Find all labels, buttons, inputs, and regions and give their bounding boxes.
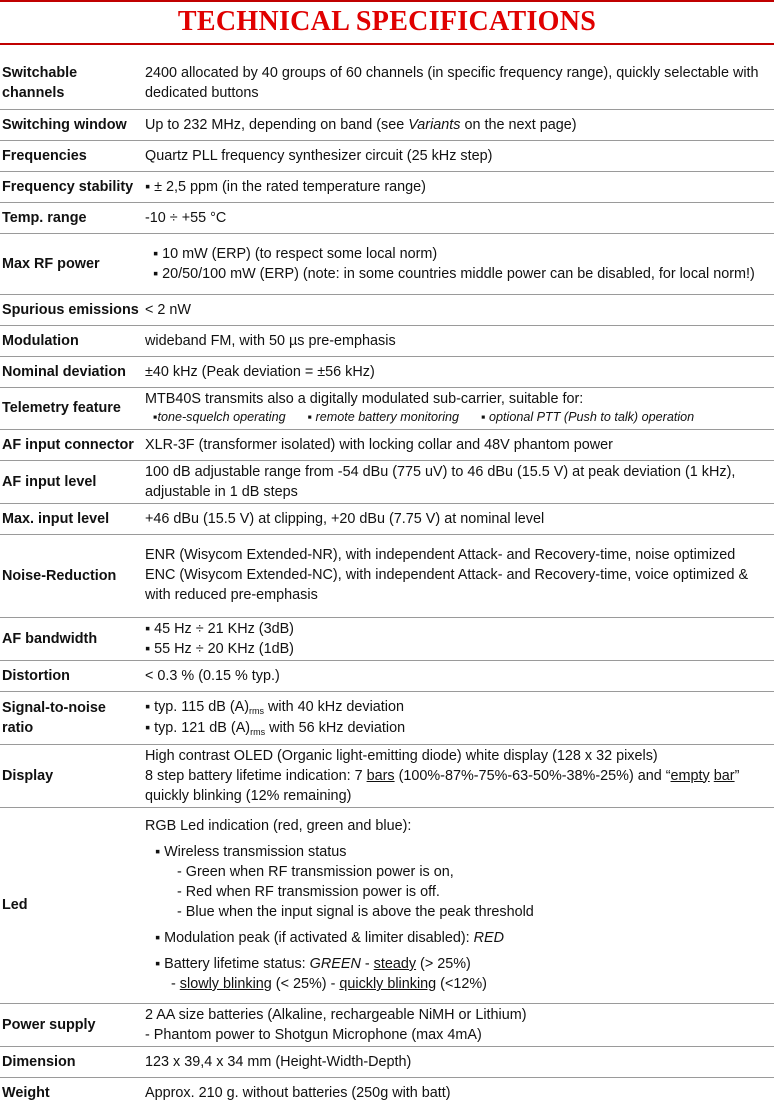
spec-value bbox=[141, 109, 774, 140]
spec-value: Approx. 210 g. without batteries (250g with batt) bbox=[145, 1084, 451, 1101]
snr-text: with 56 kHz deviation bbox=[265, 719, 406, 736]
spec-label: Spurious emissions bbox=[0, 294, 141, 325]
spec-table bbox=[0, 58, 774, 1108]
snr-text: ▪ typ. 121 dB (A) bbox=[145, 719, 251, 736]
spec-value: ▪ ± 2,5 ppm (in the rated temperature range) bbox=[141, 171, 774, 202]
spec-label: Signal-to-noise ratio bbox=[0, 691, 141, 744]
spec-label: Display bbox=[0, 744, 141, 807]
spec-row bbox=[0, 744, 774, 807]
spec-row bbox=[0, 233, 774, 294]
spec-value bbox=[141, 744, 774, 807]
spec-row bbox=[0, 171, 774, 202]
spec-line bbox=[145, 697, 774, 718]
spec-line: ENC (Wisycom Extended-NC), with independent Attack- and Recovery-time, voice optimized & with reduced pre-emphasis bbox=[145, 567, 749, 603]
telemetry-option: ▪tone-squelch operating bbox=[153, 410, 286, 424]
spec-row bbox=[0, 503, 774, 534]
led-text: - bbox=[171, 976, 180, 992]
spec-value: < 2 nW bbox=[141, 294, 774, 325]
led-text: (< 25%) - bbox=[271, 976, 340, 992]
spec-label: Frequencies bbox=[0, 140, 141, 171]
led-text: ▪ Battery lifetime status: bbox=[155, 956, 310, 972]
spec-line: High contrast OLED (Organic light-emitting diode) white display (128 x 32 pixels) bbox=[145, 747, 658, 764]
telemetry-options bbox=[145, 409, 774, 426]
spec-value-text: on the next page) bbox=[460, 116, 577, 133]
display-underlined: bars bbox=[366, 767, 395, 784]
spec-value bbox=[141, 691, 774, 744]
telemetry-option: ▪ remote battery monitoring bbox=[307, 410, 460, 424]
spec-line: MTB40S transmits also a digitally modulated sub-carrier, suitable for: bbox=[145, 391, 584, 407]
spec-label: Led bbox=[0, 807, 141, 1003]
spec-row bbox=[0, 691, 774, 744]
display-text: (100%-87%-75%-63-50%-38%-25%) and “ bbox=[394, 767, 671, 784]
spec-row bbox=[0, 109, 774, 140]
spec-row bbox=[0, 202, 774, 233]
spec-line bbox=[145, 766, 774, 806]
telemetry-option: ▪ optional PTT (Push to talk) operation bbox=[481, 410, 695, 424]
spec-value bbox=[141, 1003, 774, 1046]
spec-row bbox=[0, 294, 774, 325]
spec-label: Modulation bbox=[0, 325, 141, 356]
spec-label: Distortion bbox=[0, 660, 141, 691]
spec-label: Nominal deviation bbox=[0, 356, 141, 387]
snr-text: ▪ typ. 115 dB (A) bbox=[145, 698, 250, 715]
spec-row bbox=[0, 617, 774, 660]
spec-value: 123 x 39,4 x 34 mm (Height-Width-Depth) bbox=[141, 1046, 774, 1077]
display-underlined: bar bbox=[713, 767, 735, 784]
led-underlined: steady bbox=[373, 956, 417, 972]
spec-line: - Phantom power to Shotgun Microphone (max 4mA) bbox=[145, 1026, 482, 1043]
spec-value bbox=[141, 617, 774, 660]
spec-row bbox=[0, 387, 774, 429]
spec-row bbox=[0, 1003, 774, 1046]
snr-subscript: rms bbox=[250, 726, 266, 737]
spec-value: 100 dB adjustable range from -54 dBu (775 uV) to 46 dBu (15.5 V) at peak deviation (1 kHz), adjustable in 1 dB steps bbox=[141, 460, 774, 503]
spec-label: AF input level bbox=[0, 460, 141, 503]
led-bullet: ▪ Wireless transmission status bbox=[155, 844, 347, 860]
spec-row bbox=[0, 429, 774, 460]
spec-line: 2 AA size batteries (Alkaline, rechargeable NiMH or Lithium) bbox=[145, 1006, 527, 1023]
spec-row bbox=[0, 356, 774, 387]
spec-label: Switching window bbox=[0, 109, 141, 140]
spec-value: < 0.3 % (0.15 % typ.) bbox=[141, 660, 774, 691]
spec-value bbox=[141, 807, 774, 1003]
display-text: ” quickly blinking (12% remaining) bbox=[145, 767, 740, 804]
spec-label: Telemetry feature bbox=[0, 387, 141, 429]
spec-row bbox=[0, 660, 774, 691]
spec-label: AF input connector bbox=[0, 429, 141, 460]
snr-subscript: rms bbox=[249, 705, 265, 716]
led-detail: - Green when RF transmission power is on, bbox=[177, 864, 454, 880]
led-emphasis: RED bbox=[473, 930, 505, 946]
spec-row bbox=[0, 807, 774, 1003]
led-text: (<12%) bbox=[436, 976, 487, 992]
spec-label: Max. input level bbox=[0, 503, 141, 534]
led-emphasis: GREEN bbox=[309, 956, 361, 972]
spec-label: Frequency stability bbox=[0, 171, 141, 202]
spec-value: 2400 allocated by 40 groups of 60 channels (in specific frequency range), quickly selectable with dedicated buttons bbox=[141, 58, 774, 109]
led-detail: - Blue when the input signal is above the peak threshold bbox=[177, 904, 534, 920]
spec-row bbox=[0, 140, 774, 171]
led-bullet bbox=[145, 954, 774, 974]
spec-row bbox=[0, 325, 774, 356]
led-detail bbox=[145, 974, 774, 994]
spec-label: Switchable channels bbox=[0, 58, 141, 109]
spec-value: wideband FM, with 50 µs pre-emphasis bbox=[141, 325, 774, 356]
spec-line bbox=[145, 718, 774, 739]
spec-label: Weight bbox=[2, 1084, 50, 1101]
spec-label: Power supply bbox=[0, 1003, 141, 1046]
spec-value: +46 dBu (15.5 V) at clipping, +20 dBu (7.75 V) at nominal level bbox=[141, 503, 774, 534]
variants-link-text: Variants bbox=[408, 116, 461, 133]
spec-value: XLR-3F (transformer isolated) with locking collar and 48V phantom power bbox=[141, 429, 774, 460]
top-rule bbox=[0, 0, 774, 2]
spec-value: ±40 kHz (Peak deviation = ±56 kHz) bbox=[141, 356, 774, 387]
spec-label: Dimension bbox=[0, 1046, 141, 1077]
led-text: (> 25%) bbox=[416, 956, 471, 972]
title-rule bbox=[0, 43, 774, 45]
led-text: - bbox=[360, 956, 374, 972]
spec-row bbox=[0, 1077, 774, 1108]
spec-line: ▪ 45 Hz ÷ 21 KHz (3dB) bbox=[145, 620, 294, 637]
spec-line: ENR (Wisycom Extended-NR), with independent Attack- and Recovery-time, noise optimized bbox=[145, 547, 736, 563]
spec-value: Quartz PLL frequency synthesizer circuit (25 kHz step) bbox=[141, 140, 774, 171]
spec-value-text: Up to 232 MHz, depending on band (see bbox=[145, 116, 409, 133]
led-text: ▪ Modulation peak (if activated & limiter disabled): bbox=[155, 930, 474, 946]
led-bullet bbox=[145, 928, 774, 948]
spec-line: ▪ 55 Hz ÷ 20 KHz (1dB) bbox=[145, 640, 294, 657]
spec-line: ▪ 20/50/100 mW (ERP) (note: in some countries middle power can be disabled, for local norm!) bbox=[153, 265, 755, 282]
spec-label: Max RF power bbox=[0, 233, 141, 294]
spec-value bbox=[141, 233, 774, 294]
spec-row bbox=[0, 460, 774, 503]
spec-label: Temp. range bbox=[0, 202, 141, 233]
spec-line: ▪ 10 mW (ERP) (to respect some local norm) bbox=[153, 245, 438, 262]
display-text: 8 step battery lifetime indication: 7 bbox=[145, 767, 367, 784]
page-title: TECHNICAL SPECIFICATIONS bbox=[177, 6, 597, 37]
snr-text: with 40 kHz deviation bbox=[264, 698, 404, 715]
display-underlined: empty bbox=[670, 767, 710, 784]
spec-label: AF bandwidth bbox=[0, 617, 141, 660]
spec-row bbox=[0, 1046, 774, 1077]
led-detail: - Red when RF transmission power is off. bbox=[177, 884, 440, 900]
spec-row bbox=[0, 534, 774, 617]
spec-value: -10 ÷ +55 °C bbox=[141, 202, 774, 233]
spec-label: Noise-Reduction bbox=[0, 534, 141, 617]
spec-value bbox=[141, 387, 774, 429]
led-underlined: quickly blinking bbox=[339, 976, 437, 992]
led-intro: RGB Led indication (red, green and blue): bbox=[145, 818, 412, 834]
led-underlined: slowly blinking bbox=[179, 976, 272, 992]
spec-value bbox=[141, 534, 774, 617]
spec-row bbox=[0, 58, 774, 109]
